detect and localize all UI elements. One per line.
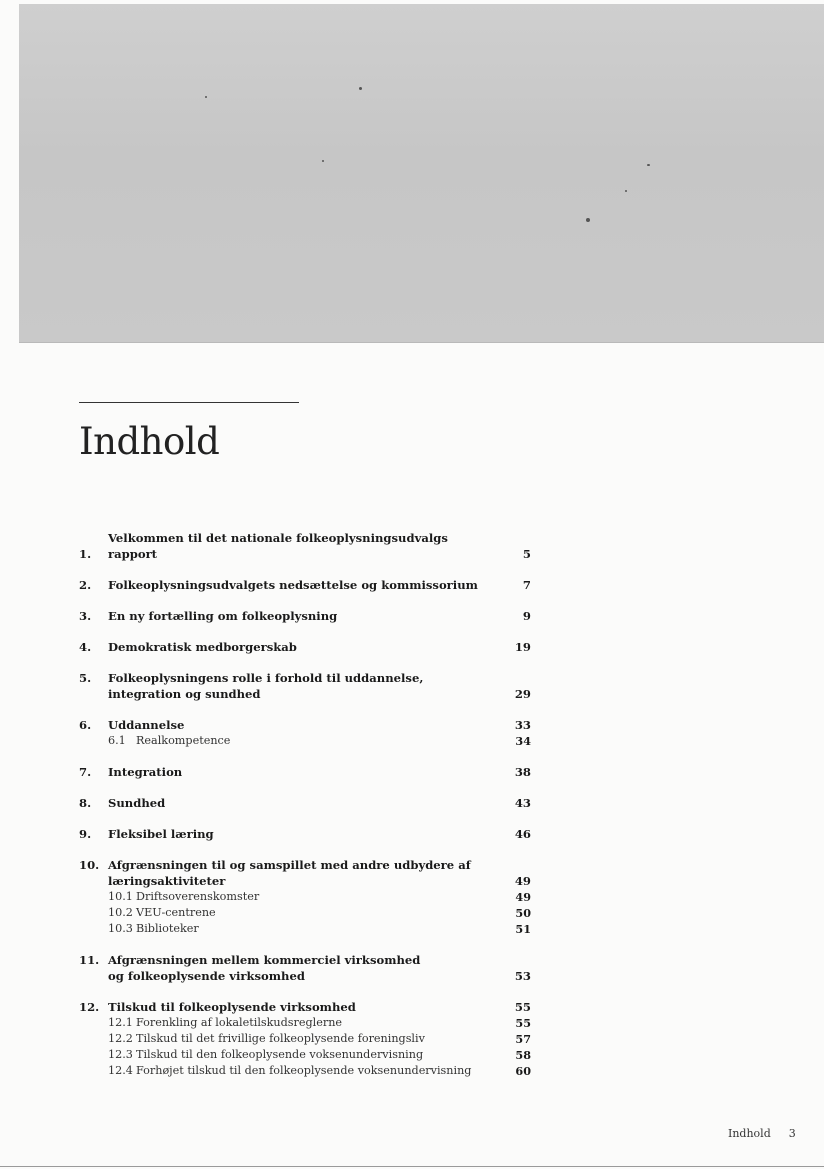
toc-entry-number: 8. [79, 796, 92, 810]
toc-entry-number: 2. [79, 578, 92, 592]
toc-entry [79, 530, 531, 562]
toc-entry-title: Afgrænsningen mellem kommerciel virksomhed [108, 953, 421, 967]
image-speck [322, 160, 324, 162]
toc-entry [79, 577, 531, 593]
toc-subentry-number: 12.2 [108, 1032, 133, 1045]
toc-subentry [79, 1063, 531, 1079]
toc-entry-title: og folkeoplysende virksomhed [108, 969, 305, 983]
toc-entry-title: En ny fortælling om folkeoplysning [108, 609, 338, 623]
toc-subentry [79, 1015, 531, 1031]
toc-entry-number: 1. [79, 547, 92, 561]
toc-entry-line [79, 795, 531, 811]
toc-entry-title: Folkeoplysningsudvalgets nedsættelse og kommissorium [108, 578, 478, 592]
bottom-edge-line [0, 1166, 824, 1167]
toc-entry [79, 608, 531, 624]
toc-entry [79, 952, 531, 984]
toc-entry-number: 3. [79, 609, 92, 623]
toc-subentry-number: 12.3 [108, 1048, 133, 1061]
toc-entry-page: 5 [522, 547, 531, 561]
image-speck [586, 218, 590, 222]
toc-entry-page: 9 [522, 609, 531, 623]
toc-entry-number: 7. [79, 765, 92, 779]
toc-subentry-title: Tilskud til det frivillige folkeoplysende foreningsliv [136, 1032, 425, 1045]
toc-entry-page: 33 [514, 718, 531, 732]
toc-subentry-page: 51 [515, 922, 531, 936]
toc-entry-title: Afgrænsningen til og samspillet med andre udbydere af [108, 858, 471, 872]
toc-entry-line [79, 686, 531, 702]
image-speck [625, 190, 627, 192]
toc-subentry-title: Realkompetence [136, 734, 231, 747]
toc-entry-title: integration og sundhed [108, 687, 261, 701]
toc-entry-page: 43 [514, 796, 531, 810]
toc-entry-title: læringsaktiviteter [108, 874, 226, 888]
toc-entry-line [79, 670, 531, 686]
toc-subentry-title: Biblioteker [136, 922, 199, 935]
toc-subentry-number: 6.1 [108, 734, 126, 747]
toc-entry-line [79, 764, 531, 780]
toc-entry-line [79, 530, 531, 562]
toc-subentry [79, 905, 531, 921]
toc-subentry-title: Tilskud til den folkeoplysende voksenundervisning [136, 1048, 424, 1061]
table-of-contents [79, 530, 531, 1094]
toc-entry-page: 29 [514, 687, 531, 701]
toc-entry-line [79, 968, 531, 984]
toc-subentry-title: VEU-centrene [136, 906, 216, 919]
toc-entry-page: 7 [522, 578, 531, 592]
toc-entry [79, 670, 531, 702]
toc-entry-title: Uddannelse [108, 718, 185, 732]
toc-subentry-number: 10.2 [108, 906, 133, 919]
toc-subentry-page: 49 [515, 890, 531, 904]
toc-entry-page: 19 [514, 640, 531, 654]
header-image-band [19, 4, 824, 343]
image-speck [359, 87, 362, 90]
toc-entry-number: 10. [79, 858, 100, 872]
toc-subentry [79, 1047, 531, 1063]
page-number: 3 [788, 1127, 796, 1140]
toc-subentry [79, 733, 531, 749]
toc-subentry [79, 1031, 531, 1047]
toc-subentry-page: 58 [515, 1048, 531, 1062]
toc-subentry-title: Forenkling af lokaletilskudsreglerne [136, 1016, 343, 1029]
toc-entry [79, 639, 531, 655]
toc-entry-line [79, 826, 531, 842]
toc-subentry-page: 34 [515, 734, 531, 748]
toc-subentry-page: 60 [515, 1064, 531, 1078]
toc-subentry-page: 55 [515, 1016, 531, 1030]
toc-entry-page: 55 [514, 1000, 531, 1014]
toc-subentry-page: 50 [515, 906, 531, 920]
toc-subentry-number: 10.1 [108, 890, 133, 903]
toc-entry-number: 11. [79, 953, 100, 967]
toc-entry-page: 53 [514, 969, 531, 983]
toc-entry-title: Velkommen til det nationale folkeoplysningsudvalgs rapport [108, 531, 448, 561]
toc-entry-line [79, 952, 531, 968]
toc-entry [79, 857, 531, 937]
toc-entry [79, 764, 531, 780]
toc-subentry-page: 57 [515, 1032, 531, 1046]
toc-entry [79, 795, 531, 811]
toc-entry-title: Sundhed [108, 796, 166, 810]
toc-entry-page: 38 [514, 765, 531, 779]
toc-subentry [79, 921, 531, 937]
toc-entry-page: 49 [514, 874, 531, 888]
image-speck [647, 164, 650, 166]
toc-subentry-number: 12.1 [108, 1016, 133, 1029]
toc-entry-line [79, 873, 531, 889]
toc-entry-title: Fleksibel læring [108, 827, 214, 841]
footer-label: Indhold [728, 1127, 771, 1140]
toc-entry [79, 717, 531, 749]
toc-subentry-number: 10.3 [108, 922, 133, 935]
toc-entry-line [79, 639, 531, 655]
toc-subentry [79, 889, 531, 905]
toc-entry-title: Demokratisk medborgerskab [108, 640, 297, 654]
toc-subentry-number: 12.4 [108, 1064, 133, 1077]
toc-entry-number: 9. [79, 827, 92, 841]
toc-entry-line [79, 608, 531, 624]
title-rule [79, 402, 299, 403]
toc-subentry-title: Driftsoverenskomster [136, 890, 260, 903]
toc-entry-line [79, 577, 531, 593]
toc-entry-page: 46 [514, 827, 531, 841]
toc-entry [79, 826, 531, 842]
toc-entry-number: 4. [79, 640, 92, 654]
toc-entry-line [79, 999, 531, 1015]
toc-entry-title: Folkeoplysningens rolle i forhold til uddannelse, [108, 671, 424, 685]
toc-entry-number: 5. [79, 671, 92, 685]
toc-entry-number: 12. [79, 1000, 100, 1014]
toc-entry [79, 999, 531, 1079]
toc-entry-title: Integration [108, 765, 183, 779]
image-speck [205, 96, 207, 98]
page-title: Indhold [79, 420, 220, 463]
toc-entry-line [79, 717, 531, 733]
page-footer [728, 1127, 796, 1140]
toc-entry-number: 6. [79, 718, 92, 732]
toc-entry-title: Tilskud til folkeoplysende virksomhed [108, 1000, 356, 1014]
toc-subentry-title: Forhøjet tilskud til den folkeoplysende voksenundervisning [136, 1064, 472, 1077]
toc-entry-line [79, 857, 531, 873]
